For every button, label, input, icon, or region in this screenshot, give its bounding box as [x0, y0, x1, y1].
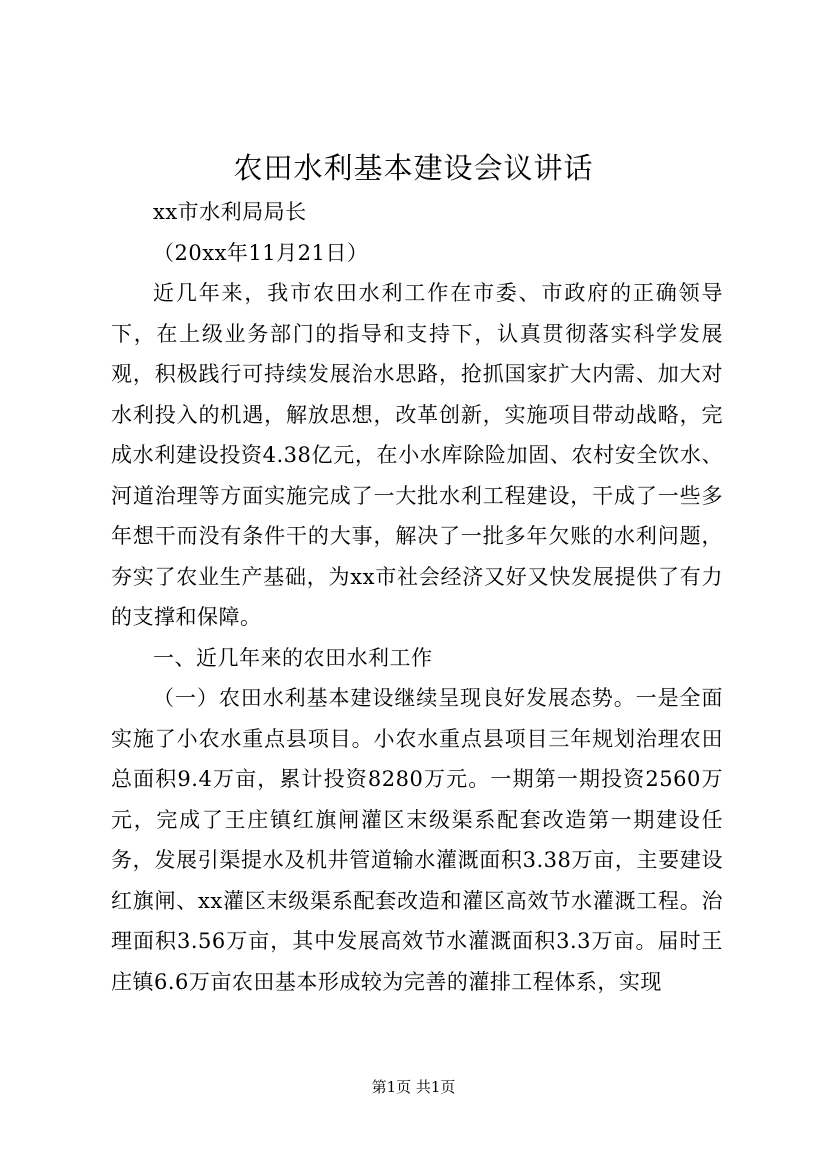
paragraph-intro: 近几年来，我市农田水利工作在市委、市政府的正确领导下，在上级业务部门的指导和支持下，认真贯彻落实科学发展观，积极践行可持续发展治水思路，抢抓国家扩大内需、加大对水利投入的机遇，解放思想，改革创新，实施项目带动战略，完成水利建设投资4.38亿元，在小水库除险加固、农村安全饮水、河道治理等方面实施完成了一大批水利工程建设，干成了一些多年想干而没有条件干的大事，解决了一批多年欠账的水利问题，夯实了农业生产基础，为xx市社会经济又好又快发展提供了有力的支撑和保障。 — [111, 281, 723, 629]
page-footer: 第1页 共1页 — [371, 1078, 456, 1096]
paragraph-subsection-1: （一）农田水利基本建设继续呈现良好发展态势。一是全面实施了小农水重点县项目。小农水重点县项目三年规划治理农田总面积9.4万亩，累计投资8280万元。一期第一期投资2560万元，完成了王庄镇红旗闸灌区末级渠系配套改造第一期建设任务，发展引渠提水及机井管道输水灌溉面积3.38万亩，主要建设红旗闸、xx灌区末级渠系配套改造和灌区高效节水灌溉工程。治理面积3.56万亩，其中发展高效节水灌溉面积3.3万亩。届时王庄镇6.6万亩农田基本形成较为完善的灌排工程体系，实现 — [111, 686, 723, 994]
document-body — [111, 192, 723, 1002]
author-line: xx市水利局局长 — [153, 200, 307, 224]
date-line: （20xx年11月21日） — [153, 240, 369, 265]
section-heading: 一、近几年来的农田水利工作 — [153, 645, 433, 670]
document-title: 农田水利基本建设会议讲话 — [233, 151, 594, 185]
